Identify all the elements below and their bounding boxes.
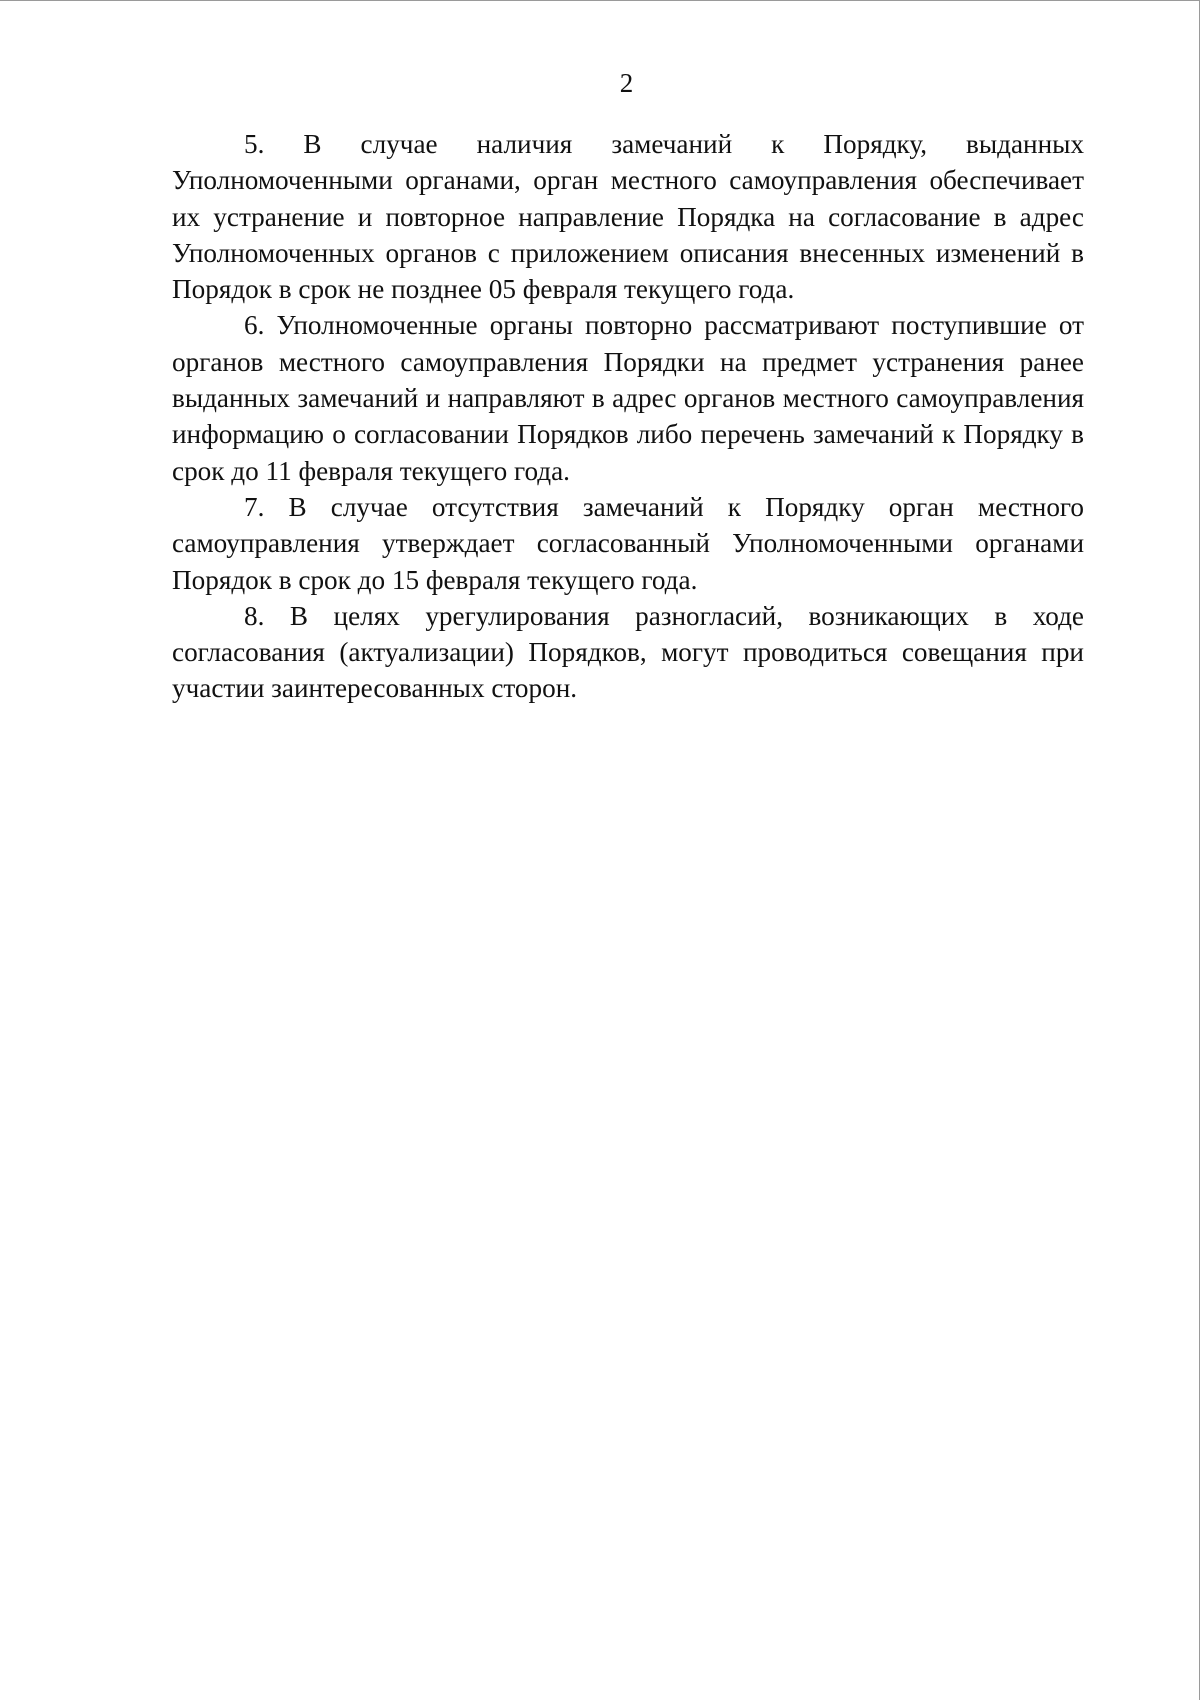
paragraph-6: 6. Уполномоченные органы повторно рассматривают поступившие от органов местного самоуправления Порядки на предмет устранения ранее выданных замечаний и направляют в адрес органов местного самоуправления информацию о согласовании Порядков либо перечень замечаний к Порядку в срок до 11 февраля текущего года. [172,310,1084,486]
paragraph-7: 7. В случае отсутствия замечаний к Порядку орган местного самоуправления утверждает согласованный Уполномоченными органами Порядок в срок до 15 февраля текущего года. [172,491,1084,595]
document-body [172,126,1084,707]
paragraph-5: 5. В случае наличия замечаний к Порядку, выданных Уполномоченными органами, орган местного самоуправления обеспечивает их устранение и повторное направление Порядка на согласование в адрес Уполномоченных органов с приложением описания внесенных изменений в Порядок в срок не позднее 05 февраля текущего года. [172,129,1084,305]
page-number: 2 [619,68,634,98]
paragraph-8: 8. В целях урегулирования разногласий, возникающих в ходе согласования (актуализации) Порядков, могут проводиться совещания при участии заинтересованных сторон. [172,600,1084,704]
